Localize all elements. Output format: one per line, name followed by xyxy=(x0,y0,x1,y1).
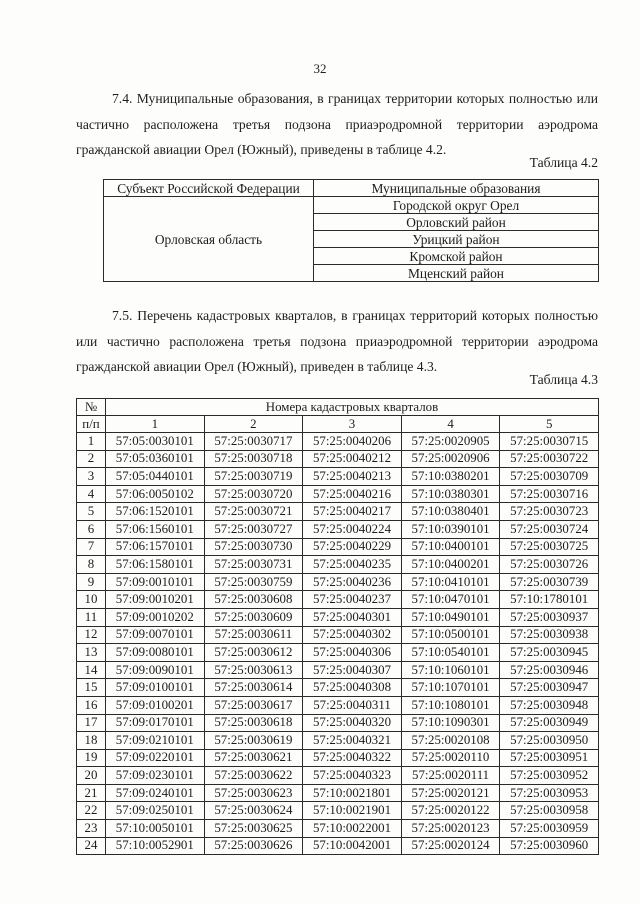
cadastral-number: 57:10:0400201 xyxy=(401,556,500,574)
cadastral-number: 57:09:0090101 xyxy=(106,661,205,679)
cadastral-number: 57:25:0030624 xyxy=(204,802,303,820)
cadastral-number: 57:10:0470101 xyxy=(401,591,500,609)
row-number: 13 xyxy=(77,644,106,662)
cadastral-number: 57:25:0030938 xyxy=(500,626,599,644)
cadastral-number: 57:06:1570101 xyxy=(106,538,205,556)
cadastral-number: 57:25:0030611 xyxy=(204,626,303,644)
table-row xyxy=(77,433,599,451)
cadastral-number: 57:10:1080101 xyxy=(401,696,500,714)
cadastral-number: 57:25:0030723 xyxy=(500,503,599,521)
cadastral-number: 57:25:0040311 xyxy=(303,696,402,714)
cadastral-number: 57:25:0040321 xyxy=(303,732,402,750)
cadastral-number: 57:25:0030618 xyxy=(204,714,303,732)
row-number: 17 xyxy=(77,714,106,732)
cadastral-number: 57:25:0030951 xyxy=(500,749,599,767)
paragraph-7-4-text: 7.4. Муниципальные образования, в границах территории которых полностью или частично расположена третья подзона приаэродромной территории аэродрома гражданской авиации Орел (Южный), приведены в таблице 4.2. xyxy=(76,91,598,157)
cadastral-number: 57:25:0030739 xyxy=(500,573,599,591)
cadastral-number: 57:25:0040307 xyxy=(303,661,402,679)
cadastral-number: 57:25:0030722 xyxy=(500,450,599,468)
table-4-2 xyxy=(103,179,599,282)
column-header: 3 xyxy=(303,416,402,433)
cadastral-number: 57:25:0030623 xyxy=(204,784,303,802)
row-number: 10 xyxy=(77,591,106,609)
cadastral-number: 57:09:0210101 xyxy=(106,732,205,750)
cadastral-number: 57:09:0010201 xyxy=(106,591,205,609)
cadastral-number: 57:10:0380401 xyxy=(401,503,500,521)
header-subject: Субъект Российской Федерации xyxy=(104,180,314,197)
cadastral-number: 57:25:0030709 xyxy=(500,468,599,486)
row-number: 5 xyxy=(77,503,106,521)
cadastral-number: 57:25:0040322 xyxy=(303,749,402,767)
cadastral-number: 57:10:0540101 xyxy=(401,644,500,662)
cadastral-number: 57:25:0030724 xyxy=(500,520,599,538)
cadastral-number: 57:25:0040229 xyxy=(303,538,402,556)
cadastral-number: 57:25:0040216 xyxy=(303,485,402,503)
cadastral-number: 57:10:0380201 xyxy=(401,468,500,486)
cadastral-number: 57:25:0040302 xyxy=(303,626,402,644)
table-row xyxy=(77,767,599,785)
cadastral-number: 57:06:1580101 xyxy=(106,556,205,574)
cadastral-number: 57:25:0020123 xyxy=(401,820,500,838)
cadastral-number: 57:09:0080101 xyxy=(106,644,205,662)
header-pp: п/п xyxy=(77,416,106,433)
table-row xyxy=(77,732,599,750)
cadastral-number: 57:10:1060101 xyxy=(401,661,500,679)
column-header: 2 xyxy=(204,416,303,433)
row-number: 7 xyxy=(77,538,106,556)
cadastral-number: 57:09:0220101 xyxy=(106,749,205,767)
cadastral-number: 57:25:0030617 xyxy=(204,696,303,714)
cadastral-number: 57:25:0040236 xyxy=(303,573,402,591)
cadastral-number: 57:25:0040217 xyxy=(303,503,402,521)
cadastral-number: 57:09:0250101 xyxy=(106,802,205,820)
cadastral-number: 57:25:0030725 xyxy=(500,538,599,556)
cadastral-number: 57:06:0050102 xyxy=(106,485,205,503)
cadastral-number: 57:06:1520101 xyxy=(106,503,205,521)
table-row xyxy=(77,802,599,820)
row-number: 22 xyxy=(77,802,106,820)
municipality-cell: Мценский район xyxy=(314,265,599,282)
cadastral-number: 57:25:0020122 xyxy=(401,802,500,820)
cadastral-number: 57:10:0021901 xyxy=(303,802,402,820)
cadastral-number: 57:10:0021801 xyxy=(303,784,402,802)
page-number: 32 xyxy=(313,61,327,76)
cadastral-number: 57:25:0040235 xyxy=(303,556,402,574)
cadastral-number: 57:10:0022001 xyxy=(303,820,402,838)
cadastral-number: 57:25:0020905 xyxy=(401,433,500,451)
header-group: Номера кадастровых кварталов xyxy=(106,399,599,416)
cadastral-number: 57:05:0030101 xyxy=(106,433,205,451)
table-row xyxy=(77,573,599,591)
table-row xyxy=(77,608,599,626)
municipality-cell: Городской округ Орел xyxy=(314,197,599,214)
cadastral-number: 57:25:0030731 xyxy=(204,556,303,574)
table-row xyxy=(77,450,599,468)
table-row xyxy=(77,591,599,609)
cadastral-number: 57:25:0040206 xyxy=(303,433,402,451)
table-row xyxy=(77,679,599,697)
cadastral-number: 57:10:0490101 xyxy=(401,608,500,626)
table-row xyxy=(77,714,599,732)
column-header: 4 xyxy=(401,416,500,433)
cadastral-number: 57:25:0030622 xyxy=(204,767,303,785)
cadastral-number: 57:25:0030952 xyxy=(500,767,599,785)
cadastral-number: 57:09:0010101 xyxy=(106,573,205,591)
cadastral-number: 57:09:0070101 xyxy=(106,626,205,644)
paragraph-7-5 xyxy=(76,303,598,380)
row-number: 2 xyxy=(77,450,106,468)
row-number: 23 xyxy=(77,820,106,838)
table-row xyxy=(77,661,599,679)
cadastral-number: 57:25:0020124 xyxy=(401,837,500,855)
table-row xyxy=(77,520,599,538)
cadastral-number: 57:25:0030614 xyxy=(204,679,303,697)
row-number: 8 xyxy=(77,556,106,574)
cadastral-number: 57:09:0240101 xyxy=(106,784,205,802)
cadastral-number: 57:10:0050101 xyxy=(106,820,205,838)
table-4-2-caption: Таблица 4.2 xyxy=(529,155,598,170)
cadastral-number: 57:25:0030608 xyxy=(204,591,303,609)
cadastral-number: 57:25:0030718 xyxy=(204,450,303,468)
cadastral-number: 57:25:0030613 xyxy=(204,661,303,679)
row-number: 24 xyxy=(77,837,106,855)
cadastral-number: 57:10:0042001 xyxy=(303,837,402,855)
municipality-cell: Орловский район xyxy=(314,214,599,231)
cadastral-number: 57:10:0410101 xyxy=(401,573,500,591)
cadastral-number: 57:09:0230101 xyxy=(106,767,205,785)
cadastral-number: 57:25:0030717 xyxy=(204,433,303,451)
cadastral-number: 57:25:0030609 xyxy=(204,608,303,626)
cadastral-number: 57:25:0030625 xyxy=(204,820,303,838)
cadastral-number: 57:25:0020121 xyxy=(401,784,500,802)
table-row xyxy=(77,837,599,855)
row-number: 21 xyxy=(77,784,106,802)
table-row xyxy=(77,749,599,767)
cadastral-number: 57:10:0500101 xyxy=(401,626,500,644)
cadastral-number: 57:10:1780101 xyxy=(500,591,599,609)
cadastral-number: 57:25:0040213 xyxy=(303,468,402,486)
cadastral-number: 57:25:0030721 xyxy=(204,503,303,521)
header-municipal: Муниципальные образования xyxy=(314,180,599,197)
table-row xyxy=(77,696,599,714)
row-number: 19 xyxy=(77,749,106,767)
column-header: 1 xyxy=(106,416,205,433)
paragraph-7-4 xyxy=(76,86,598,163)
row-number: 3 xyxy=(77,468,106,486)
cadastral-number: 57:25:0030716 xyxy=(500,485,599,503)
cadastral-number: 57:25:0030948 xyxy=(500,696,599,714)
cadastral-number: 57:25:0030730 xyxy=(204,538,303,556)
cadastral-number: 57:25:0030612 xyxy=(204,644,303,662)
cadastral-number: 57:25:0030958 xyxy=(500,802,599,820)
cadastral-number: 57:10:0380301 xyxy=(401,485,500,503)
cadastral-number: 57:25:0030621 xyxy=(204,749,303,767)
cadastral-number: 57:06:1560101 xyxy=(106,520,205,538)
row-number: 18 xyxy=(77,732,106,750)
row-number: 15 xyxy=(77,679,106,697)
cadastral-number: 57:25:0030949 xyxy=(500,714,599,732)
cadastral-number: 57:25:0020110 xyxy=(401,749,500,767)
cadastral-number: 57:05:0440101 xyxy=(106,468,205,486)
row-number: 14 xyxy=(77,661,106,679)
cadastral-number: 57:25:0040224 xyxy=(303,520,402,538)
row-number: 1 xyxy=(77,433,106,451)
paragraph-7-5-text: 7.5. Перечень кадастровых кварталов, в границах территорий которых полностью или частично расположена третья подзона приаэродромной территории аэродрома гражданской авиации Орел (Южный), приведен в таблице 4.3. xyxy=(76,308,598,374)
cadastral-number: 57:25:0040323 xyxy=(303,767,402,785)
cadastral-number: 57:25:0030947 xyxy=(500,679,599,697)
cadastral-number: 57:25:0030946 xyxy=(500,661,599,679)
cadastral-number: 57:10:1090301 xyxy=(401,714,500,732)
table-row xyxy=(77,556,599,574)
cadastral-number: 57:10:1070101 xyxy=(401,679,500,697)
cadastral-number: 57:09:0100201 xyxy=(106,696,205,714)
cadastral-number: 57:25:0030945 xyxy=(500,644,599,662)
cadastral-number: 57:25:0030960 xyxy=(500,837,599,855)
cadastral-number: 57:25:0020906 xyxy=(401,450,500,468)
cadastral-number: 57:25:0030727 xyxy=(204,520,303,538)
table-row xyxy=(77,626,599,644)
cadastral-number: 57:25:0030619 xyxy=(204,732,303,750)
table-row xyxy=(77,468,599,486)
cadastral-number: 57:10:0390101 xyxy=(401,520,500,538)
cadastral-number: 57:25:0030950 xyxy=(500,732,599,750)
cadastral-number: 57:25:0030720 xyxy=(204,485,303,503)
cadastral-number: 57:09:0100101 xyxy=(106,679,205,697)
subject-cell: Орловская область xyxy=(104,197,314,282)
row-number: 12 xyxy=(77,626,106,644)
cadastral-number: 57:25:0030759 xyxy=(204,573,303,591)
municipality-cell: Кромской район xyxy=(314,248,599,265)
row-number: 20 xyxy=(77,767,106,785)
cadastral-number: 57:10:0052901 xyxy=(106,837,205,855)
table-row xyxy=(77,503,599,521)
row-number: 11 xyxy=(77,608,106,626)
row-number: 16 xyxy=(77,696,106,714)
header-no: № xyxy=(77,399,106,416)
row-number: 6 xyxy=(77,520,106,538)
cadastral-number: 57:25:0030726 xyxy=(500,556,599,574)
cadastral-number: 57:25:0030626 xyxy=(204,837,303,855)
row-number: 9 xyxy=(77,573,106,591)
cadastral-number: 57:25:0030959 xyxy=(500,820,599,838)
cadastral-number: 57:09:0010202 xyxy=(106,608,205,626)
column-header: 5 xyxy=(500,416,599,433)
cadastral-number: 57:25:0040212 xyxy=(303,450,402,468)
cadastral-number: 57:25:0030719 xyxy=(204,468,303,486)
table-4-3-caption: Таблица 4.3 xyxy=(529,372,598,387)
cadastral-number: 57:09:0170101 xyxy=(106,714,205,732)
cadastral-number: 57:05:0360101 xyxy=(106,450,205,468)
cadastral-number: 57:25:0020108 xyxy=(401,732,500,750)
table-row xyxy=(77,644,599,662)
table-row xyxy=(77,820,599,838)
cadastral-number: 57:25:0040320 xyxy=(303,714,402,732)
cadastral-number: 57:25:0030715 xyxy=(500,433,599,451)
table-row xyxy=(77,538,599,556)
table-4-3 xyxy=(76,398,599,855)
table-row xyxy=(77,784,599,802)
row-number: 4 xyxy=(77,485,106,503)
table-row xyxy=(77,485,599,503)
cadastral-number: 57:25:0040306 xyxy=(303,644,402,662)
cadastral-number: 57:25:0040237 xyxy=(303,591,402,609)
cadastral-number: 57:10:0400101 xyxy=(401,538,500,556)
cadastral-number: 57:25:0030953 xyxy=(500,784,599,802)
cadastral-number: 57:25:0040308 xyxy=(303,679,402,697)
cadastral-number: 57:25:0020111 xyxy=(401,767,500,785)
municipality-cell: Урицкий район xyxy=(314,231,599,248)
cadastral-number: 57:25:0030937 xyxy=(500,608,599,626)
cadastral-number: 57:25:0040301 xyxy=(303,608,402,626)
